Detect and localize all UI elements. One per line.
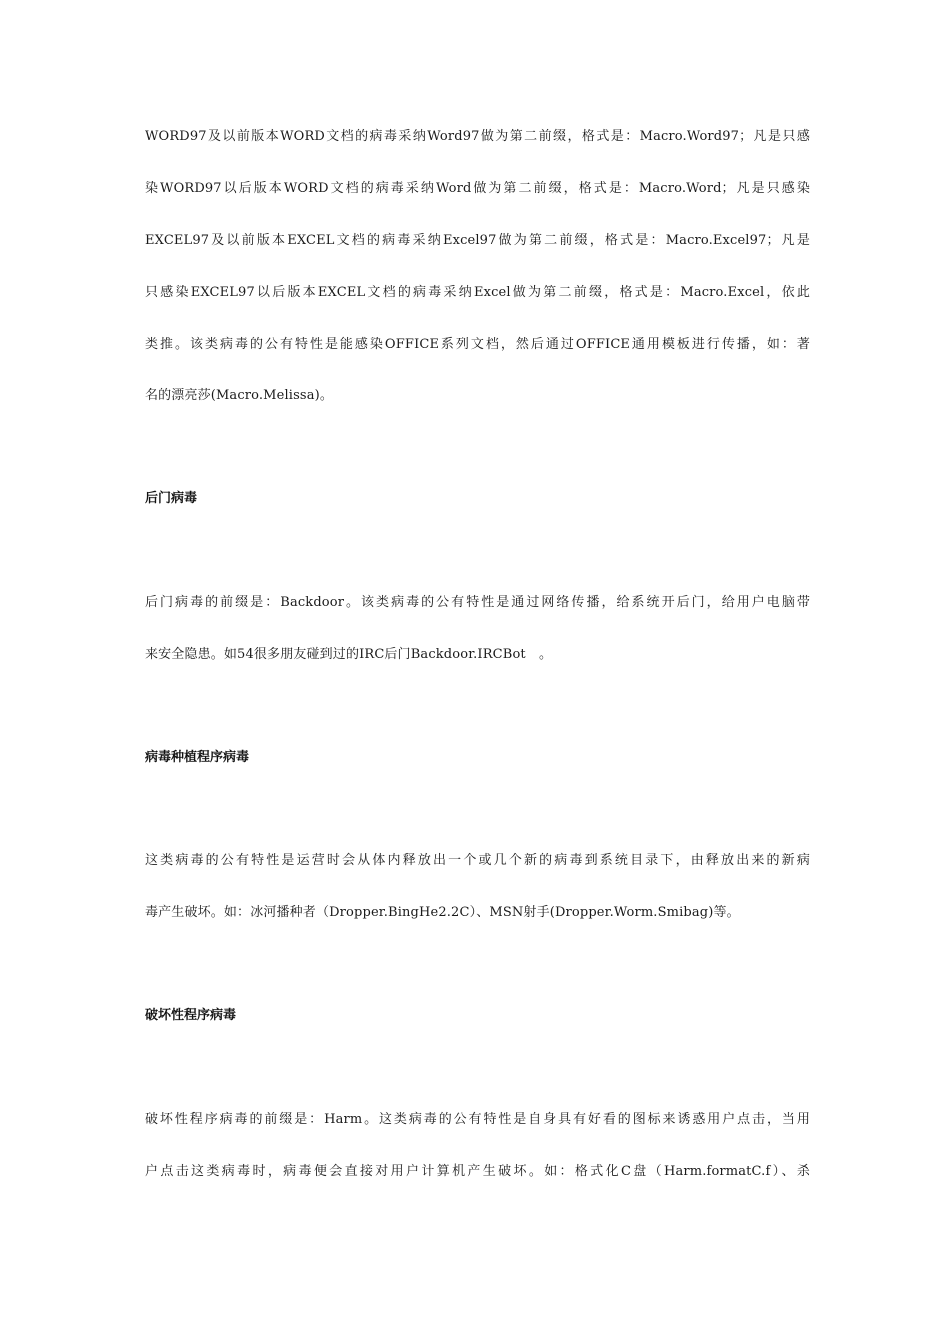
harm-line-1: 破坏性程序病毒的前缀是：Harm。这类病毒的公有特性是自身具有好看的图标来诱惑用户点击，当用 [145,1112,810,1127]
macro-paragraph-line-3: EXCEL97及以前版本EXCEL文档的病毒采纳Excel97做为第二前缀，格式是：Macro.Excel97；凡是 [145,233,810,248]
dropper-heading: 病毒种植程序病毒 [145,750,250,765]
dropper-line-1: 这类病毒的公有特性是运营时会从体内释放出一个或几个新的病毒到系统目录下，由释放出来的新病 [145,853,810,868]
macro-paragraph-line-5: 类推。该类病毒的公有特性是能感染OFFICE系列文档，然后通过OFFICE通用模板进行传播，如：著 [145,337,810,352]
backdoor-line-1: 后门病毒的前缀是：Backdoor。该类病毒的公有特性是通过网络传播，给系统开后门，给用户电脑带 [145,595,810,610]
backdoor-line-2: 来安全隐患。如54很多朋友碰到过的IRC后门Backdoor.IRCBot 。 [145,647,553,662]
backdoor-heading: 后门病毒 [145,491,198,506]
dropper-line-2: 毒产生破坏。如：冰河播种者（Dropper.BingHe2.2C）、MSN射手(Dropper.Worm.Smibag)等。 [145,905,740,920]
harm-line-2: 户点击这类病毒时，病毒便会直接对用户计算机产生破坏。如：格式化C盘（Harm.formatC.f）、杀 [145,1164,810,1179]
macro-paragraph-line-4: 只感染EXCEL97以后版本EXCEL文档的病毒采纳Excel做为第二前缀，格式是：Macro.Excel，依此 [145,285,810,300]
macro-paragraph-line-2: 染WORD97以后版本WORD文档的病毒采纳Word做为第二前缀，格式是：Macro.Word；凡是只感染 [145,181,810,196]
macro-paragraph-line-6: 名的漂亮莎(Macro.Melissa)。 [145,388,333,403]
macro-paragraph-line-1: WORD97及以前版本WORD文档的病毒采纳Word97做为第二前缀，格式是：Macro.Word97；凡是只感 [145,129,810,144]
harm-heading: 破坏性程序病毒 [145,1008,237,1023]
